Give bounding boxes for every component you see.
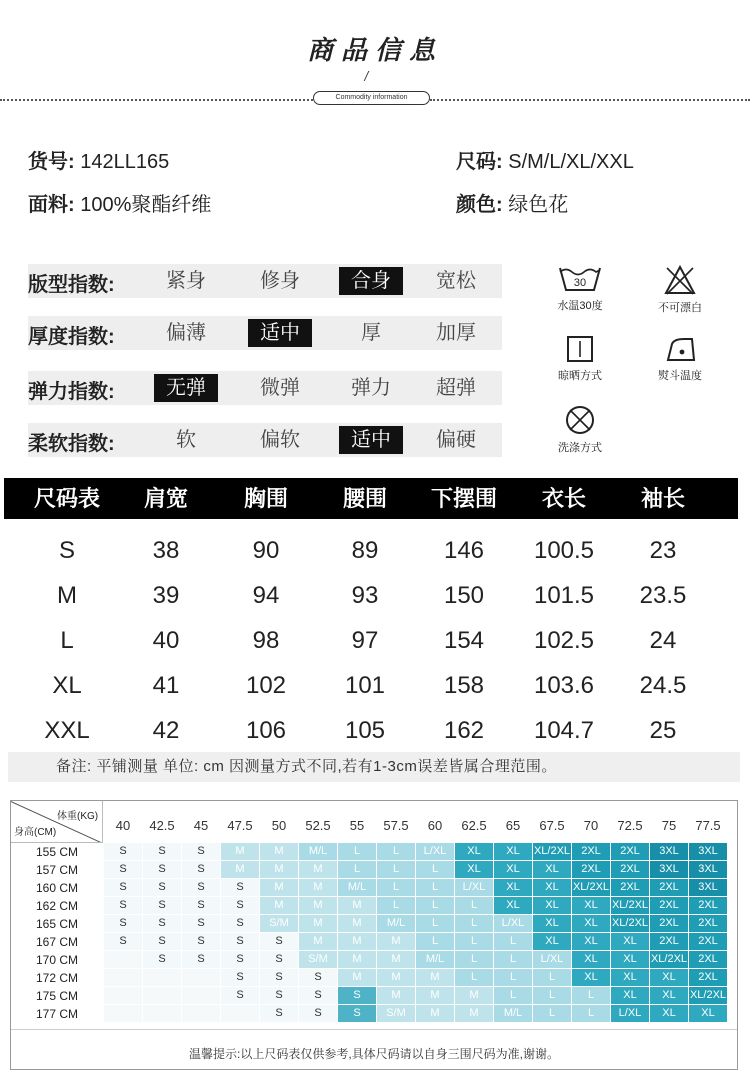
size-cell: 2XL — [689, 951, 727, 968]
dotted-divider-right — [430, 99, 750, 101]
index-label: 厚度指数: — [28, 326, 115, 348]
size-cell: 2XL — [572, 843, 610, 860]
size-cell: XL — [494, 861, 532, 878]
table-cell: L — [60, 627, 74, 654]
size-cell: S — [182, 933, 220, 950]
weight-header: 52.5 — [305, 818, 331, 833]
weight-header: 42.5 — [149, 818, 175, 833]
size-cell: M — [416, 987, 454, 1004]
size-cell: XL — [650, 987, 688, 1004]
weight-header: 50 — [271, 818, 287, 833]
size-cell — [104, 987, 142, 1004]
tip-divider — [11, 1029, 737, 1030]
item-number-value: 142LL165 — [80, 151, 170, 173]
table-cell: 102.5 — [533, 627, 595, 654]
size-cell: L/XL — [494, 915, 532, 932]
size-cell — [143, 1005, 181, 1022]
table-cell: 38 — [152, 537, 180, 564]
size-cell: XL — [572, 969, 610, 986]
table-cell: 104.7 — [533, 717, 595, 744]
size-cell: S — [221, 879, 259, 896]
size-cell: XL/2XL — [611, 897, 649, 914]
care-dry — [548, 334, 612, 383]
size-cell: S — [104, 897, 142, 914]
size-cell — [104, 969, 142, 986]
index-option-selected: 适中 — [248, 319, 312, 347]
table-cell: 101 — [344, 672, 386, 699]
size-recommendation-grid — [10, 800, 738, 1070]
size-cell: M — [260, 897, 298, 914]
weight-header: 70 — [583, 818, 599, 833]
index-option-selected: 合身 — [339, 267, 403, 295]
size-cell: XL — [611, 969, 649, 986]
size-cell: XL — [650, 1005, 688, 1022]
size-cell: M/L — [377, 915, 415, 932]
table-row — [4, 573, 738, 618]
size-cell: L — [455, 915, 493, 932]
care-no-bleach — [648, 264, 712, 315]
size-cell: XL/2XL — [650, 951, 688, 968]
index-option: 弹力 — [351, 377, 391, 399]
size-cell: L — [338, 843, 376, 860]
size-cell: M — [260, 879, 298, 896]
size-cell: S — [221, 951, 259, 968]
size-cell: L — [533, 1005, 571, 1022]
size-cell — [104, 951, 142, 968]
size-cell: XL — [572, 897, 610, 914]
size-cell: S — [299, 1005, 337, 1022]
page-subtitle: Commodity information — [313, 91, 430, 105]
size-cell: XL/2XL — [689, 987, 727, 1004]
table-cell: 102 — [245, 672, 287, 699]
weight-header: 45 — [193, 818, 209, 833]
size-cell: 2XL — [689, 933, 727, 950]
size-cell: M — [260, 843, 298, 860]
height-label: 170 CM — [35, 953, 79, 967]
index-label: 版型指数: — [28, 274, 115, 296]
size-cell: L — [455, 897, 493, 914]
size-cell: S — [299, 987, 337, 1004]
size-cell: S — [221, 987, 259, 1004]
size-cell: L — [572, 1005, 610, 1022]
size-cell: XL — [572, 915, 610, 932]
size-cell: 2XL — [650, 915, 688, 932]
size-cell: S — [221, 897, 259, 914]
weight-header: 72.5 — [617, 818, 643, 833]
height-label: 162 CM — [35, 899, 79, 913]
size-cell: S — [143, 915, 181, 932]
size-table-col-header: 腰围 — [342, 486, 387, 511]
size-cell: S — [143, 879, 181, 896]
index-row — [28, 264, 502, 298]
size-cell: 3XL — [650, 861, 688, 878]
size-cell: M — [260, 861, 298, 878]
size-cell: M — [338, 933, 376, 950]
grid-corner-header — [11, 801, 103, 843]
weight-header: 65 — [505, 818, 521, 833]
size-cell: S — [182, 951, 220, 968]
care-wash-30 — [548, 264, 612, 313]
size-cell: 2XL — [689, 969, 727, 986]
care-label: 洗涤方式 — [558, 442, 602, 454]
size-cell: S — [221, 915, 259, 932]
size-cell: L — [416, 897, 454, 914]
table-cell: M — [57, 582, 77, 609]
size-cell: L — [533, 969, 571, 986]
size-cell: S — [104, 861, 142, 878]
size-cell: XL — [455, 843, 493, 860]
index-row — [28, 423, 502, 457]
size-table-col-header: 袖长 — [640, 486, 685, 511]
size-cell: L — [572, 987, 610, 1004]
table-cell: 25 — [649, 717, 677, 744]
table-cell: S — [58, 537, 75, 564]
weight-header: 47.5 — [227, 818, 253, 833]
size-cell: L — [494, 987, 532, 1004]
table-cell: 42 — [152, 717, 180, 744]
size-table-col-header: 衣长 — [541, 486, 586, 511]
size-cell: 2XL — [650, 933, 688, 950]
item-number-label: 货号: — [28, 151, 75, 173]
height-label: 155 CM — [35, 845, 79, 859]
index-label: 柔软指数: — [28, 433, 115, 455]
table-cell: 39 — [152, 582, 180, 609]
size-cell: M — [338, 897, 376, 914]
height-label: 165 CM — [35, 917, 79, 931]
size-cell: L — [416, 915, 454, 932]
size-cell: L/XL — [455, 879, 493, 896]
index-option: 微弹 — [260, 377, 300, 399]
size-cell: XL — [494, 897, 532, 914]
size-cell: S — [143, 861, 181, 878]
size-cell: L — [455, 969, 493, 986]
size-cell: S — [104, 879, 142, 896]
size-cell: 2XL — [689, 915, 727, 932]
size-cell: M — [299, 861, 337, 878]
size-cell: XL — [572, 933, 610, 950]
size-cell: XL — [494, 843, 532, 860]
table-row — [4, 528, 738, 573]
size-cell: S — [143, 933, 181, 950]
iron-icon — [662, 334, 698, 364]
size-cell: S — [182, 861, 220, 878]
wash-30-icon — [556, 264, 604, 294]
size-cell: XL/2XL — [572, 879, 610, 896]
table-cell: XL — [52, 672, 82, 699]
weight-header: 75 — [661, 818, 677, 833]
index-option: 偏薄 — [166, 322, 206, 344]
index-option-selected: 适中 — [339, 426, 403, 454]
height-label: 177 CM — [35, 1007, 79, 1021]
care-iron — [648, 334, 712, 383]
index-option: 加厚 — [436, 322, 476, 344]
color-value: 绿色花 — [508, 194, 569, 216]
size-cell — [143, 987, 181, 1004]
size-cell: 2XL — [572, 861, 610, 878]
size-cell: 2XL — [611, 879, 649, 896]
size-cell: L — [533, 987, 571, 1004]
size-tip: 温馨提示:以上尺码表仅供参考,具体尺码请以自身三围尺码为准,谢谢。 — [188, 1047, 559, 1061]
size-cell: S — [182, 843, 220, 860]
weight-axis-label: 体重(KG) — [57, 811, 99, 822]
table-cell: 150 — [443, 582, 485, 609]
care-wash-method — [548, 404, 612, 455]
size-cell: M — [221, 861, 259, 878]
size-cell: S — [182, 879, 220, 896]
size-cell: M — [338, 951, 376, 968]
height-label: 160 CM — [35, 881, 79, 895]
size-cell: M/L — [416, 951, 454, 968]
size-table-col-header: 胸围 — [243, 486, 288, 511]
size-cell: M — [377, 951, 415, 968]
size-cell — [182, 969, 220, 986]
size-cell — [182, 1005, 220, 1022]
table-row — [4, 708, 738, 753]
size-table-col-header: 下摆围 — [430, 486, 497, 511]
size-cell — [221, 1005, 259, 1022]
table-cell: 105 — [344, 717, 386, 744]
weight-header: 62.5 — [461, 818, 487, 833]
size-cell: M — [299, 897, 337, 914]
size-cell: S/M — [299, 951, 337, 968]
care-label: 水温30度 — [557, 300, 603, 312]
size-cell: S/M — [377, 1005, 415, 1022]
size-cell — [143, 969, 181, 986]
size-cell: XL — [611, 933, 649, 950]
title-slash-decoration — [364, 71, 373, 81]
size-cell: M — [455, 1005, 493, 1022]
size-cell: L — [455, 951, 493, 968]
size-cell: S — [299, 969, 337, 986]
size-cell: S — [260, 933, 298, 950]
size-table-header — [4, 478, 738, 519]
size-cell: L/XL — [611, 1005, 649, 1022]
size-cell: M — [299, 915, 337, 932]
size-cell — [182, 987, 220, 1004]
care-label: 晾晒方式 — [558, 370, 602, 382]
size-cell: M — [299, 933, 337, 950]
measurement-note: 备注: 平铺测量 单位: cm 因测量方式不同,若有1-3cm误差皆属合理范围。 — [8, 752, 740, 782]
size-range-value: S/M/L/XL/XXL — [508, 151, 634, 173]
table-cell: 97 — [351, 627, 379, 654]
size-cell: XL — [533, 879, 571, 896]
size-cell: S — [104, 915, 142, 932]
index-option: 偏软 — [260, 429, 300, 451]
size-cell: M — [377, 969, 415, 986]
dotted-divider-left — [0, 99, 313, 101]
size-table-col-header: 尺码表 — [33, 486, 100, 511]
size-cell: S — [104, 843, 142, 860]
size-cell — [104, 1005, 142, 1022]
color-info — [456, 188, 568, 217]
size-cell: 2XL — [611, 861, 649, 878]
dry-icon — [565, 334, 595, 364]
color-label: 颜色: — [456, 194, 503, 216]
size-cell: XL — [533, 897, 571, 914]
size-cell: S — [182, 897, 220, 914]
size-cell: M — [299, 879, 337, 896]
weight-header: 67.5 — [539, 818, 565, 833]
table-cell: 40 — [152, 627, 180, 654]
size-cell: XL — [572, 951, 610, 968]
no-bleach-icon — [663, 264, 697, 296]
weight-header: 55 — [349, 818, 365, 833]
size-cell: 3XL — [650, 843, 688, 860]
size-cell: M — [416, 1005, 454, 1022]
size-cell: XL — [533, 933, 571, 950]
size-cell: S — [260, 969, 298, 986]
size-cell: 3XL — [689, 861, 727, 878]
index-row — [28, 316, 502, 350]
fabric-value: 100%聚酯纤维 — [80, 194, 212, 216]
height-label: 167 CM — [35, 935, 79, 949]
table-cell: 41 — [152, 672, 180, 699]
size-cell: 3XL — [689, 879, 727, 896]
table-cell: 162 — [443, 717, 485, 744]
table-cell: 93 — [351, 582, 379, 609]
size-cell: S — [260, 1005, 298, 1022]
table-cell: 98 — [252, 627, 280, 654]
size-cell: XL — [650, 969, 688, 986]
index-option: 超弹 — [436, 377, 476, 399]
table-cell: 158 — [443, 672, 485, 699]
size-cell: S — [260, 987, 298, 1004]
size-cell: L — [494, 969, 532, 986]
size-cell: L — [377, 843, 415, 860]
size-cell: S — [221, 969, 259, 986]
size-cell: M — [377, 933, 415, 950]
index-option: 修身 — [260, 270, 300, 292]
height-label: 157 CM — [35, 863, 79, 877]
size-cell: 2XL — [650, 897, 688, 914]
index-option: 软 — [176, 429, 196, 451]
size-cell: M — [338, 969, 376, 986]
size-cell: S — [260, 951, 298, 968]
size-cell: L — [416, 861, 454, 878]
index-option: 宽松 — [436, 270, 476, 292]
size-cell: S — [221, 933, 259, 950]
size-cell: XL — [611, 987, 649, 1004]
size-range — [456, 145, 634, 174]
size-cell: S — [143, 843, 181, 860]
weight-header: 40 — [115, 818, 131, 833]
size-cell: S/M — [260, 915, 298, 932]
weight-header: 77.5 — [695, 818, 721, 833]
size-cell: L — [494, 933, 532, 950]
size-cell: L/XL — [533, 951, 571, 968]
size-cell: M/L — [494, 1005, 532, 1022]
care-label: 不可漂白 — [658, 302, 702, 314]
height-label: 172 CM — [35, 971, 79, 985]
size-cell: L — [416, 933, 454, 950]
table-cell: 106 — [245, 717, 287, 744]
table-cell: 100.5 — [533, 537, 595, 564]
care-label: 熨斗温度 — [658, 370, 702, 382]
size-cell: XL — [533, 861, 571, 878]
size-cell: XL — [494, 879, 532, 896]
size-cell: L/XL — [416, 843, 454, 860]
size-cell: M — [338, 915, 376, 932]
size-cell: S — [143, 897, 181, 914]
size-cell: 2XL — [689, 897, 727, 914]
size-cell: XL — [689, 1005, 727, 1022]
table-row — [4, 618, 738, 663]
size-cell: XL — [533, 915, 571, 932]
size-cell: S — [143, 951, 181, 968]
table-cell: 89 — [351, 537, 379, 564]
size-cell: L — [416, 879, 454, 896]
size-cell: M — [377, 987, 415, 1004]
table-cell: 154 — [443, 627, 485, 654]
no-wash-icon — [563, 404, 597, 436]
size-cell: L — [338, 861, 376, 878]
size-cell: M — [221, 843, 259, 860]
size-cell: 2XL — [611, 843, 649, 860]
size-cell: L — [377, 897, 415, 914]
fabric-label: 面料: — [28, 194, 75, 216]
weight-header: 60 — [427, 818, 443, 833]
table-cell: 23.5 — [639, 582, 687, 609]
height-axis-label: 身高(CM) — [14, 827, 57, 838]
size-cell: L — [377, 861, 415, 878]
table-cell: 103.6 — [533, 672, 595, 699]
size-cell: S — [338, 1005, 376, 1022]
index-option: 紧身 — [166, 270, 206, 292]
size-cell: L — [377, 879, 415, 896]
table-row — [4, 663, 738, 708]
size-cell: XL/2XL — [611, 915, 649, 932]
table-cell: XXL — [44, 717, 90, 744]
table-cell: 24 — [649, 627, 677, 654]
size-cell: L — [455, 933, 493, 950]
size-cell: 2XL — [650, 879, 688, 896]
wash-temp-text: 30 — [573, 277, 587, 289]
size-table-col-header: 肩宽 — [143, 486, 188, 511]
table-cell: 23 — [649, 537, 677, 564]
table-cell: 24.5 — [639, 672, 687, 699]
index-option: 偏硬 — [436, 429, 476, 451]
table-cell: 90 — [252, 537, 280, 564]
table-cell: 94 — [252, 582, 280, 609]
table-cell: 101.5 — [533, 582, 595, 609]
page-title: 商品信息 — [306, 35, 443, 65]
size-cell: S — [338, 987, 376, 1004]
weight-header: 57.5 — [383, 818, 409, 833]
size-cell: S — [104, 933, 142, 950]
size-cell: XL/2XL — [533, 843, 571, 860]
height-label: 175 CM — [35, 989, 79, 1003]
index-row — [28, 371, 502, 405]
size-cell: 3XL — [689, 843, 727, 860]
size-cell: S — [182, 915, 220, 932]
item-number — [28, 145, 169, 174]
size-cell: M/L — [338, 879, 376, 896]
fabric-info — [28, 188, 211, 217]
index-option: 厚 — [361, 322, 381, 344]
size-cell: M/L — [299, 843, 337, 860]
size-cell: XL — [611, 951, 649, 968]
table-cell: 146 — [443, 537, 485, 564]
size-range-label: 尺码: — [456, 151, 503, 173]
index-label: 弹力指数: — [28, 381, 115, 403]
size-cell: M — [416, 969, 454, 986]
size-cell: XL — [455, 861, 493, 878]
size-cell: L — [494, 951, 532, 968]
size-cell: M — [455, 987, 493, 1004]
index-option-selected: 无弹 — [154, 374, 218, 402]
